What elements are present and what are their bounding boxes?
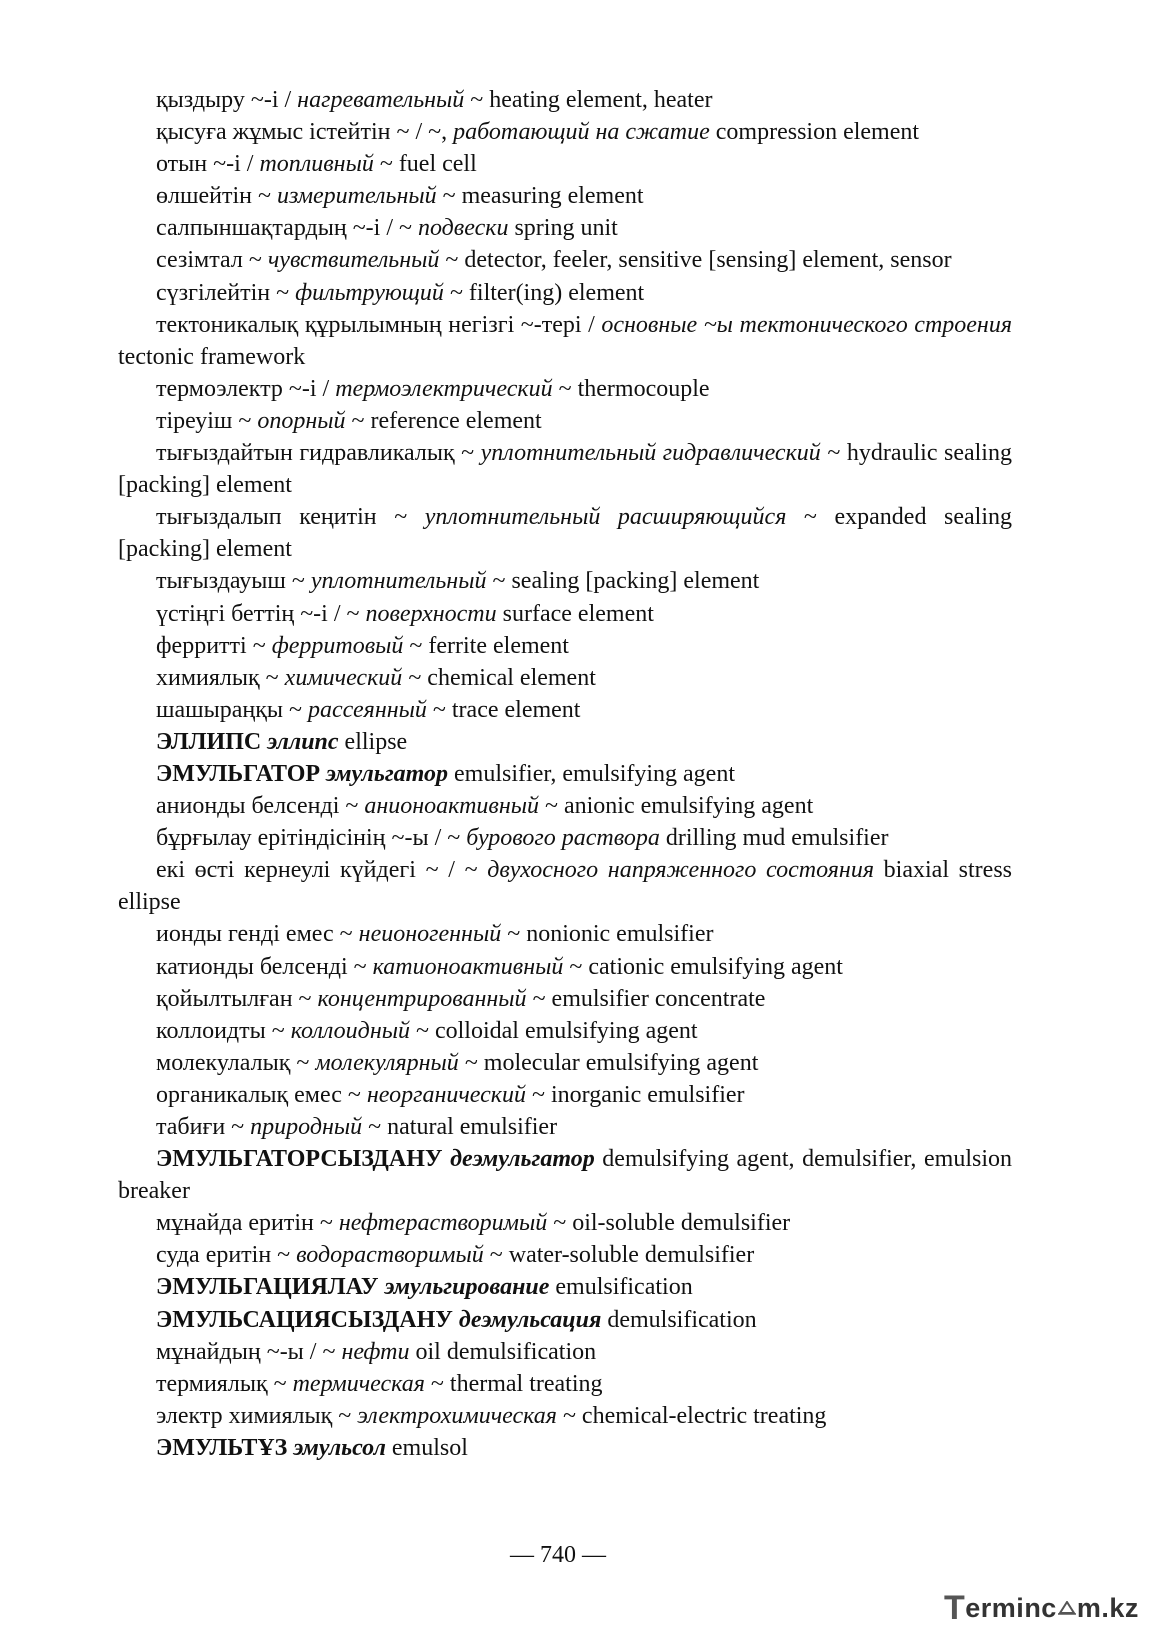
- kazakh-term: химиялық ~: [156, 664, 285, 691]
- russian-term: неорганический: [366, 1081, 527, 1108]
- kazakh-term: мұнайда еритін ~: [156, 1210, 339, 1237]
- kazakh-term: отын ~-і /: [156, 151, 260, 178]
- kazakh-term: қойылтылған ~: [156, 985, 318, 1012]
- english-term: ~ chemical element: [402, 664, 596, 691]
- dictionary-entry: [118, 1079, 1012, 1111]
- english-term: ~ reference element: [345, 407, 542, 434]
- dictionary-entry: [118, 854, 1012, 918]
- page-number: — 740 —: [510, 1542, 606, 1568]
- kazakh-term: молекулалық ~: [156, 1049, 316, 1076]
- english-term: biaxial stress ellipse: [118, 857, 1012, 916]
- english-term: ~ thermal treating: [424, 1370, 603, 1397]
- kazakh-term: салпыншақтардың ~-і / ~: [156, 215, 418, 242]
- dictionary-entry: [118, 437, 1012, 501]
- english-term: ~ sealing [packing] element: [486, 568, 760, 595]
- kazakh-term: шашыраңқы ~: [156, 696, 309, 723]
- russian-term: рассеянный: [308, 696, 427, 723]
- watermark-last: m.kz: [1076, 1592, 1139, 1623]
- russian-term: уплотнительный: [310, 568, 487, 595]
- kazakh-term: катионды белсенді ~: [156, 953, 373, 980]
- english-term: ~ colloidal emulsifying agent: [409, 1017, 698, 1044]
- english-term: ~ emulsifier concentrate: [526, 985, 766, 1012]
- headword-entry: [118, 726, 1012, 758]
- dictionary-entry: [118, 116, 1012, 148]
- dictionary-entry: [118, 1015, 1012, 1047]
- russian-term: фильтрующий: [295, 279, 444, 306]
- english-term: ~ ferrite element: [403, 632, 569, 659]
- russian-term: нефти: [341, 1338, 410, 1365]
- kazakh-term: органикалық емес ~: [156, 1081, 367, 1108]
- kazakh-term: өлшейтін ~: [156, 183, 277, 210]
- russian-term: неионогенный: [358, 921, 502, 948]
- russian-term: природный: [250, 1114, 363, 1140]
- russian-term: нагревательный: [297, 87, 465, 113]
- english-term: ~ inorganic emulsifier: [526, 1081, 745, 1108]
- kazakh-term: тығыздауыш ~: [156, 568, 311, 595]
- russian-term: коллоидный: [290, 1017, 410, 1044]
- english-term: ~ fuel cell: [373, 151, 477, 178]
- kazakh-term: ЭМУЛЬГАЦИЯЛАУ: [156, 1274, 385, 1301]
- english-term: demulsification: [601, 1306, 757, 1333]
- russian-term: чувствительный: [267, 247, 440, 274]
- dictionary-entry: [118, 662, 1012, 694]
- english-term: ~ natural emulsifier: [362, 1114, 558, 1140]
- dictionary-entry: [118, 822, 1012, 854]
- english-term: emulsol: [385, 1434, 468, 1461]
- russian-term: химический: [284, 664, 403, 691]
- kazakh-term: ионды генді емес ~: [156, 921, 359, 948]
- russian-term: термическая: [292, 1370, 425, 1397]
- headword-entry: [118, 1143, 1012, 1207]
- russian-term: термоэлектрический: [335, 375, 553, 402]
- english-term: emulsification: [549, 1274, 693, 1301]
- watermark-first: T: [944, 1588, 966, 1627]
- dictionary-entry: [118, 1047, 1012, 1079]
- russian-term: топливный: [259, 151, 374, 178]
- english-term: ~ nonionic emulsifier: [501, 921, 714, 948]
- dictionary-entry: [118, 1400, 1012, 1432]
- kazakh-term: сезімтал ~: [156, 247, 268, 274]
- russian-term: подвески: [417, 215, 509, 242]
- english-term: compression element: [709, 119, 920, 146]
- dictionary-entry: [118, 373, 1012, 405]
- russian-term: опорный: [257, 407, 346, 434]
- kazakh-term: тығыздайтын гидравликалық ~: [156, 440, 481, 467]
- kazakh-term: коллоидты ~: [156, 1017, 291, 1044]
- dictionary-page: [118, 84, 1012, 1464]
- russian-term: водорастворимый: [296, 1242, 484, 1269]
- english-term: ~ measuring element: [436, 183, 644, 210]
- kazakh-term: бұрғылау ерітіндісінің ~-ы / ~: [156, 825, 467, 852]
- kazakh-term: қысуға жұмыс істейтін ~ / ~,: [156, 119, 454, 146]
- dictionary-entry: [118, 180, 1012, 212]
- russian-term: поверхности: [365, 600, 497, 627]
- kazakh-term: тектоникалық құрылымның негізгі ~-тері /: [156, 311, 602, 338]
- english-term: ~ molecular emulsifying agent: [458, 1049, 759, 1076]
- english-term: ~ expanded sealing [packing] element: [118, 504, 1012, 563]
- kazakh-term: ЭМУЛЬГАТОР: [156, 760, 327, 787]
- kazakh-term: ЭМУЛЬТҰЗ: [156, 1434, 294, 1461]
- dictionary-entry: [118, 1207, 1012, 1239]
- english-term: ~ chemical-electric treating: [556, 1402, 827, 1429]
- dictionary-entry: [118, 501, 1012, 565]
- kazakh-term: тіреуіш ~: [156, 407, 258, 434]
- russian-term: бурового раствора: [466, 825, 660, 852]
- headword-entry: [118, 758, 1012, 790]
- dictionary-entry: [118, 1111, 1012, 1143]
- english-term: ~ hydraulic sealing [packing] element: [118, 440, 1012, 499]
- watermark-middle: erminc: [965, 1592, 1057, 1623]
- russian-term: эмульгирование: [384, 1274, 550, 1301]
- kazakh-term: қыздыру ~-і /: [156, 87, 298, 113]
- english-term: drilling mud emulsifier: [659, 825, 889, 852]
- kazakh-term: анионды белсенді ~: [156, 793, 365, 820]
- kazakh-term: табиғи ~: [156, 1114, 251, 1140]
- english-term: ~ anionic emulsifying agent: [539, 793, 814, 820]
- english-term: ~ water-soluble demulsifier: [483, 1242, 755, 1269]
- russian-term: двухосного напряженного состояния: [487, 857, 874, 884]
- headword-entry: [118, 1304, 1012, 1336]
- english-term: ~ heating element, heater: [464, 87, 713, 113]
- english-term: ~ filter(ing) element: [443, 279, 645, 306]
- dictionary-entry: [118, 1239, 1012, 1271]
- dictionary-entry: [118, 212, 1012, 244]
- dictionary-entry: [118, 983, 1012, 1015]
- english-term: surface element: [496, 600, 654, 627]
- english-term: spring unit: [508, 215, 618, 242]
- kazakh-term: термоэлектр ~-і /: [156, 375, 336, 402]
- english-term: tectonic framework: [118, 343, 306, 370]
- russian-term: нефтерастворимый: [338, 1210, 548, 1237]
- kazakh-term: электр химиялық ~: [156, 1402, 358, 1429]
- dictionary-entry: [118, 244, 1012, 276]
- russian-term: эмульгатор: [326, 760, 449, 787]
- dictionary-entry: [118, 309, 1012, 373]
- russian-term: концентрированный: [317, 985, 527, 1012]
- russian-term: электрохимическая: [357, 1402, 557, 1429]
- kazakh-term: тығыздалып кеңитін ~: [156, 504, 425, 531]
- english-term: ~ thermocouple: [552, 375, 710, 402]
- kazakh-term: ЭЛЛИПС: [156, 728, 268, 755]
- dictionary-entry: [118, 565, 1012, 597]
- dictionary-entry: [118, 1336, 1012, 1368]
- english-term: ~ cationic emulsifying agent: [563, 953, 843, 980]
- english-term: ~ oil-soluble demulsifier: [547, 1210, 791, 1237]
- english-term: oil demulsification: [409, 1338, 597, 1365]
- dictionary-entry: [118, 1368, 1012, 1400]
- russian-term: эллипс: [267, 728, 339, 755]
- english-term: ~ trace element: [426, 696, 581, 723]
- sail-icon: [1058, 1601, 1076, 1615]
- dictionary-entry: [118, 630, 1012, 662]
- russian-term: работающий на сжатие: [453, 119, 710, 146]
- kazakh-term: ферритті ~: [156, 632, 272, 659]
- dictionary-entry: [118, 277, 1012, 309]
- russian-term: основные ~ы тектонического строения: [601, 311, 1012, 338]
- dictionary-entry: [118, 405, 1012, 437]
- headword-entry: [118, 1432, 1012, 1464]
- kazakh-term: ЭМУЛЬГАТОРСЫЗДАНУ: [156, 1146, 451, 1173]
- russian-term: ферритовый: [271, 632, 404, 659]
- dictionary-entry: [118, 148, 1012, 180]
- russian-term: анионоактивный: [364, 793, 539, 820]
- kazakh-term: суда еритін ~: [156, 1242, 297, 1269]
- headword-entry: [118, 1271, 1012, 1303]
- dictionary-entry: [118, 598, 1012, 630]
- russian-term: уплотнительный расширяющийся: [424, 504, 787, 531]
- kazakh-term: сүзгілейтін ~: [156, 279, 296, 306]
- kazakh-term: үстіңгі беттің ~-і / ~: [156, 600, 366, 627]
- english-term: ellipse: [338, 728, 408, 755]
- russian-term: деэмульсация: [458, 1306, 602, 1333]
- russian-term: измерительный: [276, 183, 437, 210]
- dictionary-entry: [118, 694, 1012, 726]
- dictionary-entry: [118, 951, 1012, 983]
- dictionary-entry: [118, 84, 1012, 116]
- kazakh-term: термиялық ~: [156, 1370, 293, 1397]
- kazakh-term: мұнайдың ~-ы / ~: [156, 1338, 342, 1365]
- english-term: demulsifying agent, demulsifier, emulsion breaker: [118, 1146, 1013, 1205]
- russian-term: эмульсол: [293, 1434, 386, 1461]
- english-term: emulsifier, emulsifying agent: [448, 760, 735, 787]
- kazakh-term: ЭМУЛЬСАЦИЯСЫЗДАНУ: [156, 1306, 459, 1333]
- dictionary-entry: [118, 918, 1012, 950]
- russian-term: уплотнительный гидравлический: [480, 440, 821, 467]
- kazakh-term: екі өсті кернеулі күйдегі ~ / ~: [156, 857, 488, 884]
- russian-term: деэмульгатор: [450, 1146, 595, 1173]
- dictionary-entry: [118, 790, 1012, 822]
- site-watermark-logo: [944, 1590, 1139, 1626]
- russian-term: катионоактивный: [372, 953, 564, 980]
- russian-term: молекулярный: [315, 1049, 459, 1076]
- english-term: ~ detector, feeler, sensitive [sensing] element, sensor: [439, 247, 952, 274]
